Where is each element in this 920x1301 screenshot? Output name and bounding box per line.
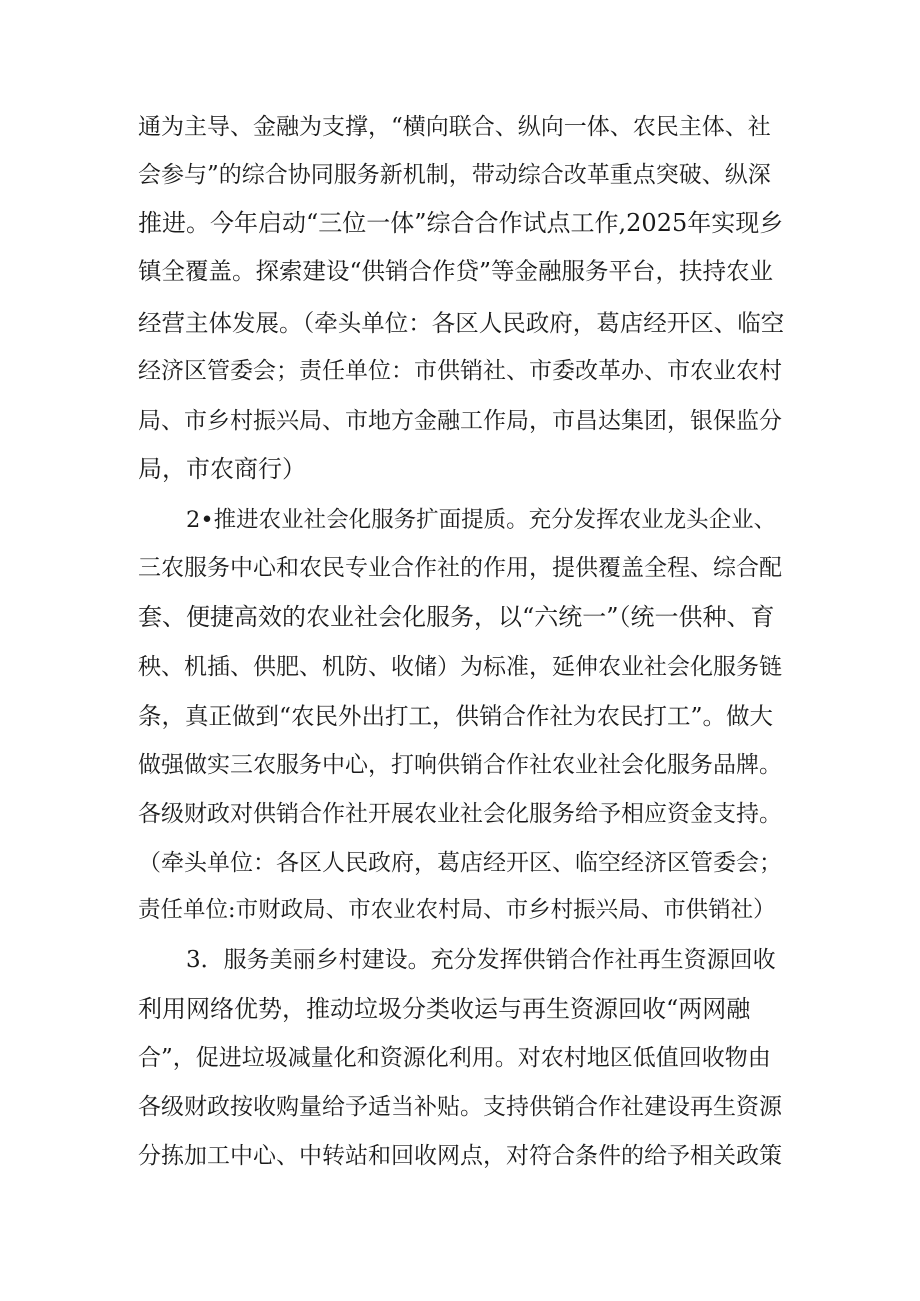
text-line: 各级财政按收购量给予适当补贴。支持供销合作社建设再生资源: [138, 1094, 782, 1120]
paragraph-3-heading-line: 3．服务美丽乡村建设。充分发挥供销合作社再生资源回收: [186, 947, 776, 973]
text-line: 推进。今年启动“三位一体”综合合作试点工作,2025年实现乡: [138, 209, 784, 237]
text-line: 套、便捷高效的农业社会化服务，以“六统一”（统一供种、育: [138, 603, 775, 631]
text-line: 经济区管委会；责任单位：市供销社、市委改革办、市农业农村: [138, 358, 782, 384]
text-line: 做强做实三农服务中心，打响供销合作社农业社会化服务品牌。: [138, 752, 782, 778]
text-line: 经营主体发展。（牵头单位：各区人民政府，葛店经开区、临空: [138, 309, 785, 337]
text-line: 局、市乡村振兴局、市地方金融工作局，市昌达集团，银保监分: [138, 408, 782, 434]
text-line: 利用网络优势，推动垃圾分类收运与再生资源回收“两网融: [138, 995, 751, 1023]
text-line: 各级财政对供销合作社开展农业社会化服务给予相应资金支持。: [138, 801, 782, 827]
text-line: 局，市农商行）: [138, 455, 306, 483]
text-line: （牵头单位：各区人民政府，葛店经开区、临空经济区管委会；: [138, 850, 782, 876]
text-line: 条，真正做到“农民外出打工，供销合作社为农民打工”。做大: [138, 702, 774, 730]
text-line: 会参与”的综合协同服务新机制，带动综合改革重点突破、纵深: [138, 162, 771, 188]
text-line: 镇全覆盖。探索建设“供销合作贷”等金融服务平台，扶持农业: [138, 257, 774, 285]
text-line: 通为主导、金融为支撑，“横向联合、纵向一体、农民主体、社: [138, 114, 771, 140]
text-line: 分拣加工中心、中转站和回收网点，对符合条件的给予相关政策: [138, 1143, 782, 1169]
text-line: 责任单位:市财政局、市农业农村局、市乡村振兴局、市供销社）: [138, 897, 776, 923]
text-line: 三农服务中心和农民专业合作社的作用，提供覆盖全程、综合配: [138, 555, 782, 581]
paragraph-2-heading-line: 2•推进农业社会化服务扩面提质。充分发挥农业龙头企业、: [186, 507, 777, 533]
text-line: 秧、机插、供肥、机防、收储）为标准，延伸农业社会化服务链: [138, 654, 782, 680]
text-line: 合”，促进垃圾减量化和资源化利用。对农村地区低值回收物由: [138, 1045, 771, 1071]
